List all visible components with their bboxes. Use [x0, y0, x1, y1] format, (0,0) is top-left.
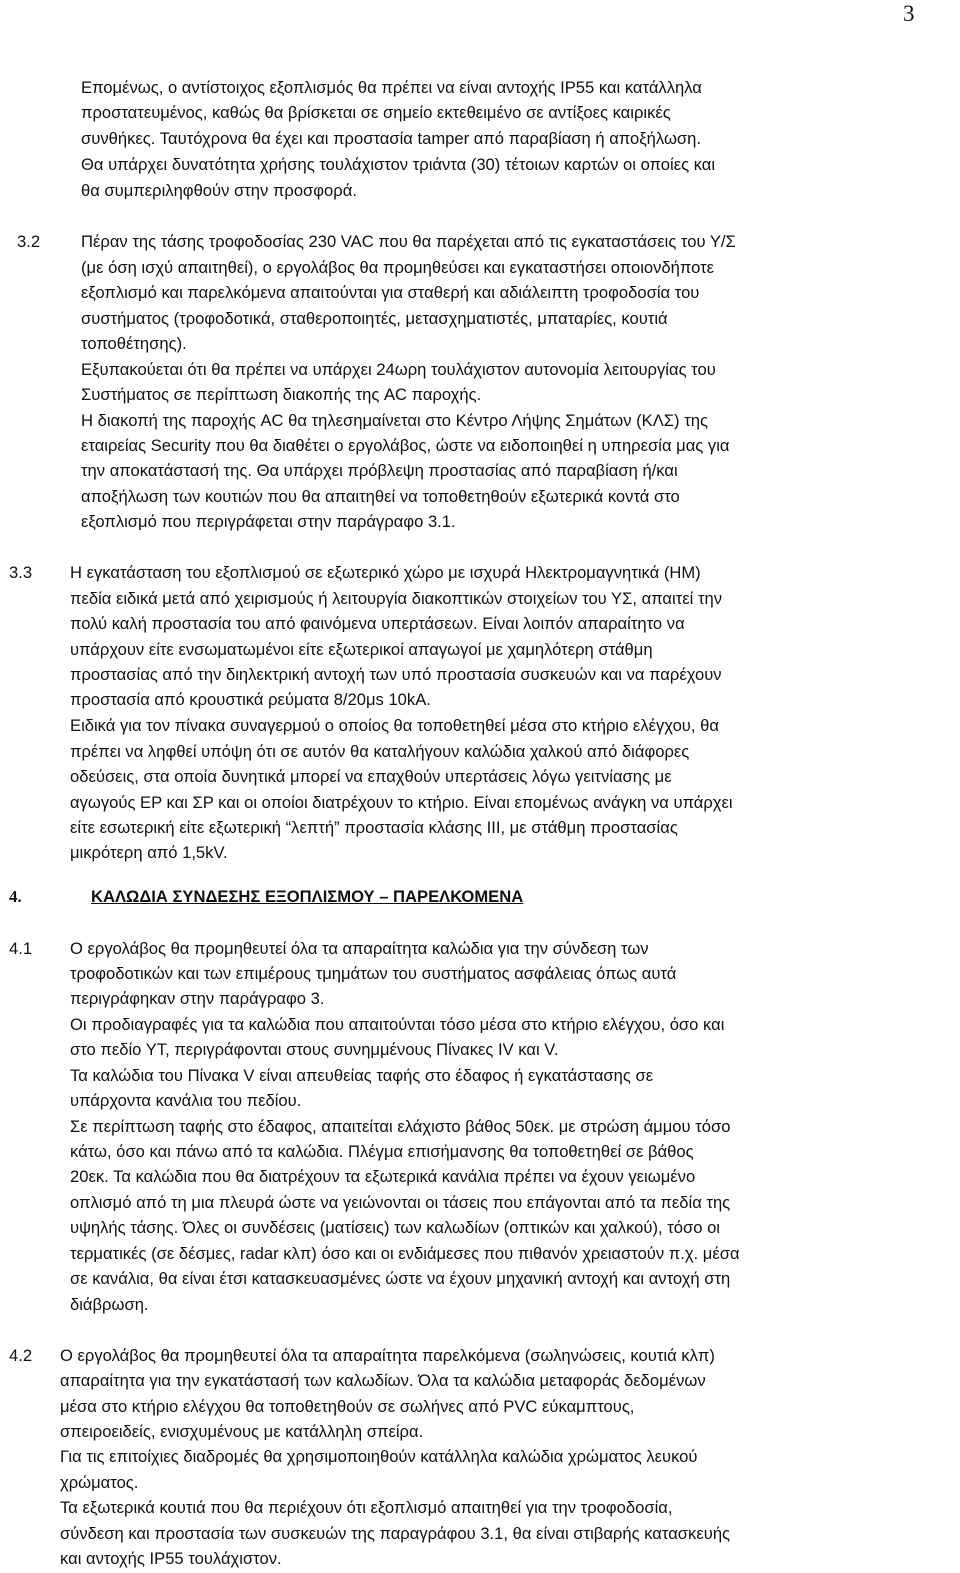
text-line: τροφοδοτικών και των επιμέρους τμημάτων του συστήματος ασφάλειας όπως αυτά — [70, 964, 677, 983]
text-line: μικρότερη από 1,5kV. — [70, 843, 228, 862]
text-line: Θα υπάρχει δυνατότητα χρήσης τουλάχιστον τριάντα (30) τέτοιων καρτών οι οποίες και — [81, 155, 716, 174]
text-line: τερματικές (σε δέσμες, radar κλπ) όσο και οι ενδιάμεσες που πιθανόν χρειαστούν π.χ. μέσα — [70, 1244, 740, 1263]
text-line: διάβρωση. — [70, 1295, 149, 1314]
text-line: σύνδεση και προστασία των συσκευών της παραγράφου 3.1, θα είναι στιβαρής κατασκευής — [60, 1524, 731, 1543]
text-line: Σε περίπτωση ταφής στο έδαφος, απαιτείται ελάχιστο βάθος 50εκ. με στρώση άμμου τόσο — [70, 1117, 731, 1136]
section-number: 4.2 — [9, 1346, 33, 1365]
text-line: Συστήματος σε περίπτωση διακοπής της AC παροχής. — [81, 385, 482, 404]
text-line: εταιρείας Security που θα διαθέτει ο εργολάβος, ώστε να ειδοποιηθεί η υπηρεσία μας για — [81, 436, 730, 455]
text-line: προστασίας από την διηλεκτρική αντοχή των υπό προστασία συσκευών και να παρέχουν — [70, 665, 722, 684]
text-line: σε κανάλια, θα είναι έτσι κατασκευασμένες ώστε να έχουν μηχανική αντοχή και αντοχή στη — [70, 1269, 731, 1288]
text-line: πολύ καλή προστασία του από φαινόμενα υπερτάσεων. Είναι λοιπόν απαραίτητο να — [70, 614, 685, 633]
text-line: Τα καλώδια του Πίνακα V είναι απευθείας ταφής στο έδαφος ή εγκατάστασης σε — [70, 1066, 654, 1085]
section-number: 3.2 — [17, 232, 41, 251]
text-line: συνθήκες. Ταυτόχρονα θα έχει και προστασία tamper από παραβίαση ή αποξήλωση. — [81, 129, 701, 148]
text-line: χρώματος. — [60, 1473, 139, 1492]
text-line: Τα εξωτερικά κουτιά που θα περιέχουν ότι εξοπλισμό απαιτηθεί για την τροφοδοσία, — [60, 1498, 673, 1517]
text-line: Εξυπακούεται ότι θα πρέπει να υπάρχει 24ωρη τουλάχιστον αυτονομία λειτουργίας του — [81, 360, 716, 379]
text-line: 20εκ. Τα καλώδια που θα διατρέχουν τα εξωτερικά κανάλια πρέπει να έχουν γειωμένο — [70, 1167, 696, 1186]
text-line: αγωγούς ΕΡ και ΣΡ και οι οποίοι διατρέχουν το κτήριο. Είναι επομένως ανάγκη να υπάρχει — [70, 793, 733, 812]
text-line: πρέπει να ληφθεί υπόψη ότι σε αυτόν θα καταλήγουν καλώδια χαλκού από διάφορες — [70, 742, 690, 761]
text-line: οδεύσεις, στα οποία δυνητικά μπορεί να επαχθούν υπερτάσεις λόγω γειτνίασης με — [70, 767, 672, 786]
text-line: περιγράφηκαν στην παράγραφο 3. — [70, 989, 325, 1008]
text-line: εξοπλισμό και παρελκόμενα απαιτούνται για σταθερή και αδιάλειπτη τροφοδοσία του — [81, 283, 700, 302]
text-line: αποξήλωση των κουτιών που θα απαιτηθεί να τοποθετηθούν εξωτερικά κοντά στο — [81, 487, 680, 506]
text-line: στο πεδίο ΥΤ, περιγράφονται στους συνημμένους Πίνακες IV και V. — [70, 1040, 559, 1059]
text-line: απαραίτητα για την εγκατάστασή των καλωδίων. Όλα τα καλώδια μεταφοράς δεδομένων — [60, 1371, 706, 1390]
text-line: υπάρχουν είτε ενσωματωμένοι είτε εξωτερικοί απαγωγοί με χαμηλότερη στάθμη — [70, 640, 653, 659]
text-line: Πέραν της τάσης τροφοδοσίας 230 VAC που θα παρέχεται από τις εγκαταστάσεις του Υ/Σ — [81, 232, 736, 251]
text-line: οπλισμό από τη μια πλευρά ώστε να γειώνονται οι τάσεις που επάγονται από τα πεδία της — [70, 1193, 731, 1212]
text-line: προστατευμένος, καθώς θα βρίσκεται σε σημείο εκτεθειμένο σε αντίξοες καιρικές — [81, 103, 671, 122]
text-line: σπειροειδείς, ενισχυμένους με κατάλληλη σπείρα. — [60, 1422, 424, 1441]
text-line: Ο εργολάβος θα προμηθευτεί όλα τα απαραίτητα παρελκόμενα (σωληνώσεις, κουτιά κλπ) — [60, 1346, 715, 1365]
text-line: υψηλής τάσης. Όλες οι συνδέσεις (ματίσεις) των καλωδίων (οπτικών και χαλκού), τόσο οι — [70, 1218, 720, 1237]
text-line: εξοπλισμό που περιγράφεται στην παράγραφο 3.1. — [81, 512, 456, 531]
section-number: 4. — [9, 887, 22, 906]
text-line: υπάρχοντα κανάλια του πεδίου. — [70, 1091, 302, 1110]
text-line: (με όση ισχύ απαιτηθεί), ο εργολάβος θα προμηθεύσει και εγκαταστήσει οποιονδήποτε — [81, 258, 715, 277]
text-line: Για τις επιτοίχιες διαδρομές θα χρησιμοποιηθούν κατάλληλα καλώδια χρώματος λευκού — [60, 1447, 698, 1466]
text-line: είτε εσωτερική είτε εξωτερική “λεπτή” προστασία κλάσης ΙΙΙ, με στάθμη προστασίας — [70, 818, 678, 837]
text-line: πεδία ειδικά μετά από χειρισμούς ή λειτουργία διακοπτικών στοιχείων του ΥΣ, απαιτεί την — [70, 589, 723, 608]
text-line: συστήματος (τροφοδοτικά, σταθεροποιητές, μετασχηματιστές, μπαταρίες, κουτιά — [81, 309, 668, 328]
text-line: προστασία από κρουστικά ρεύματα 8/20μs 10kA. — [70, 690, 431, 709]
section-number: 4.1 — [9, 939, 33, 958]
text-line: τοποθέτησης). — [81, 334, 187, 353]
text-line: θα συμπεριληφθούν στην προσφορά. — [81, 181, 357, 200]
text-line: Η διακοπή της παροχής AC θα τηλεσημαίνεται στο Κέντρο Λήψης Σημάτων (ΚΛΣ) της — [81, 411, 708, 430]
text-line: την αποκατάστασή της. Θα υπάρχει πρόβλεψη προστασίας από παραβίαση ή/και — [81, 461, 678, 480]
text-line: Ο εργολάβος θα προμηθευτεί όλα τα απαραίτητα καλώδια για την σύνδεση των — [70, 939, 649, 958]
text-line: και αντοχής IP55 τουλάχιστον. — [60, 1549, 282, 1568]
text-line: κάτω, όσο και πάνω από τα καλώδια. Πλέγμα επισήμανσης θα τοποθετηθεί σε βάθος — [70, 1142, 694, 1161]
text-line: Η εγκατάσταση του εξοπλισμού σε εξωτερικό χώρο με ισχυρά Ηλεκτρομαγνητικά (ΗΜ) — [70, 563, 701, 582]
section-number: 3.3 — [9, 563, 33, 582]
text-line: Ειδικά για τον πίνακα συναγερμού ο οποίος θα τοποθετηθεί μέσα στο κτήριο ελέγχου, θα — [70, 716, 719, 735]
page-number: 3 — [903, 1, 915, 26]
text-line: Επομένως, ο αντίστοιχος εξοπλισμός θα πρέπει να είναι αντοχής IP55 και κατάλληλα — [81, 78, 702, 97]
section-title: ΚΑΛΩΔΙΑ ΣΥΝΔΕΣΗΣ ΕΞΟΠΛΙΣΜΟΥ – ΠΑΡΕΛΚΟΜΕΝΑ — [91, 887, 524, 906]
text-line: μέσα στο κτήριο ελέγχου θα τοποθετηθούν σε σωλήνες από PVC εύκαμπτους, — [60, 1397, 635, 1416]
text-line: Οι προδιαγραφές για τα καλώδια που απαιτούνται τόσο μέσα στο κτήριο ελέγχου, όσο και — [70, 1015, 725, 1034]
